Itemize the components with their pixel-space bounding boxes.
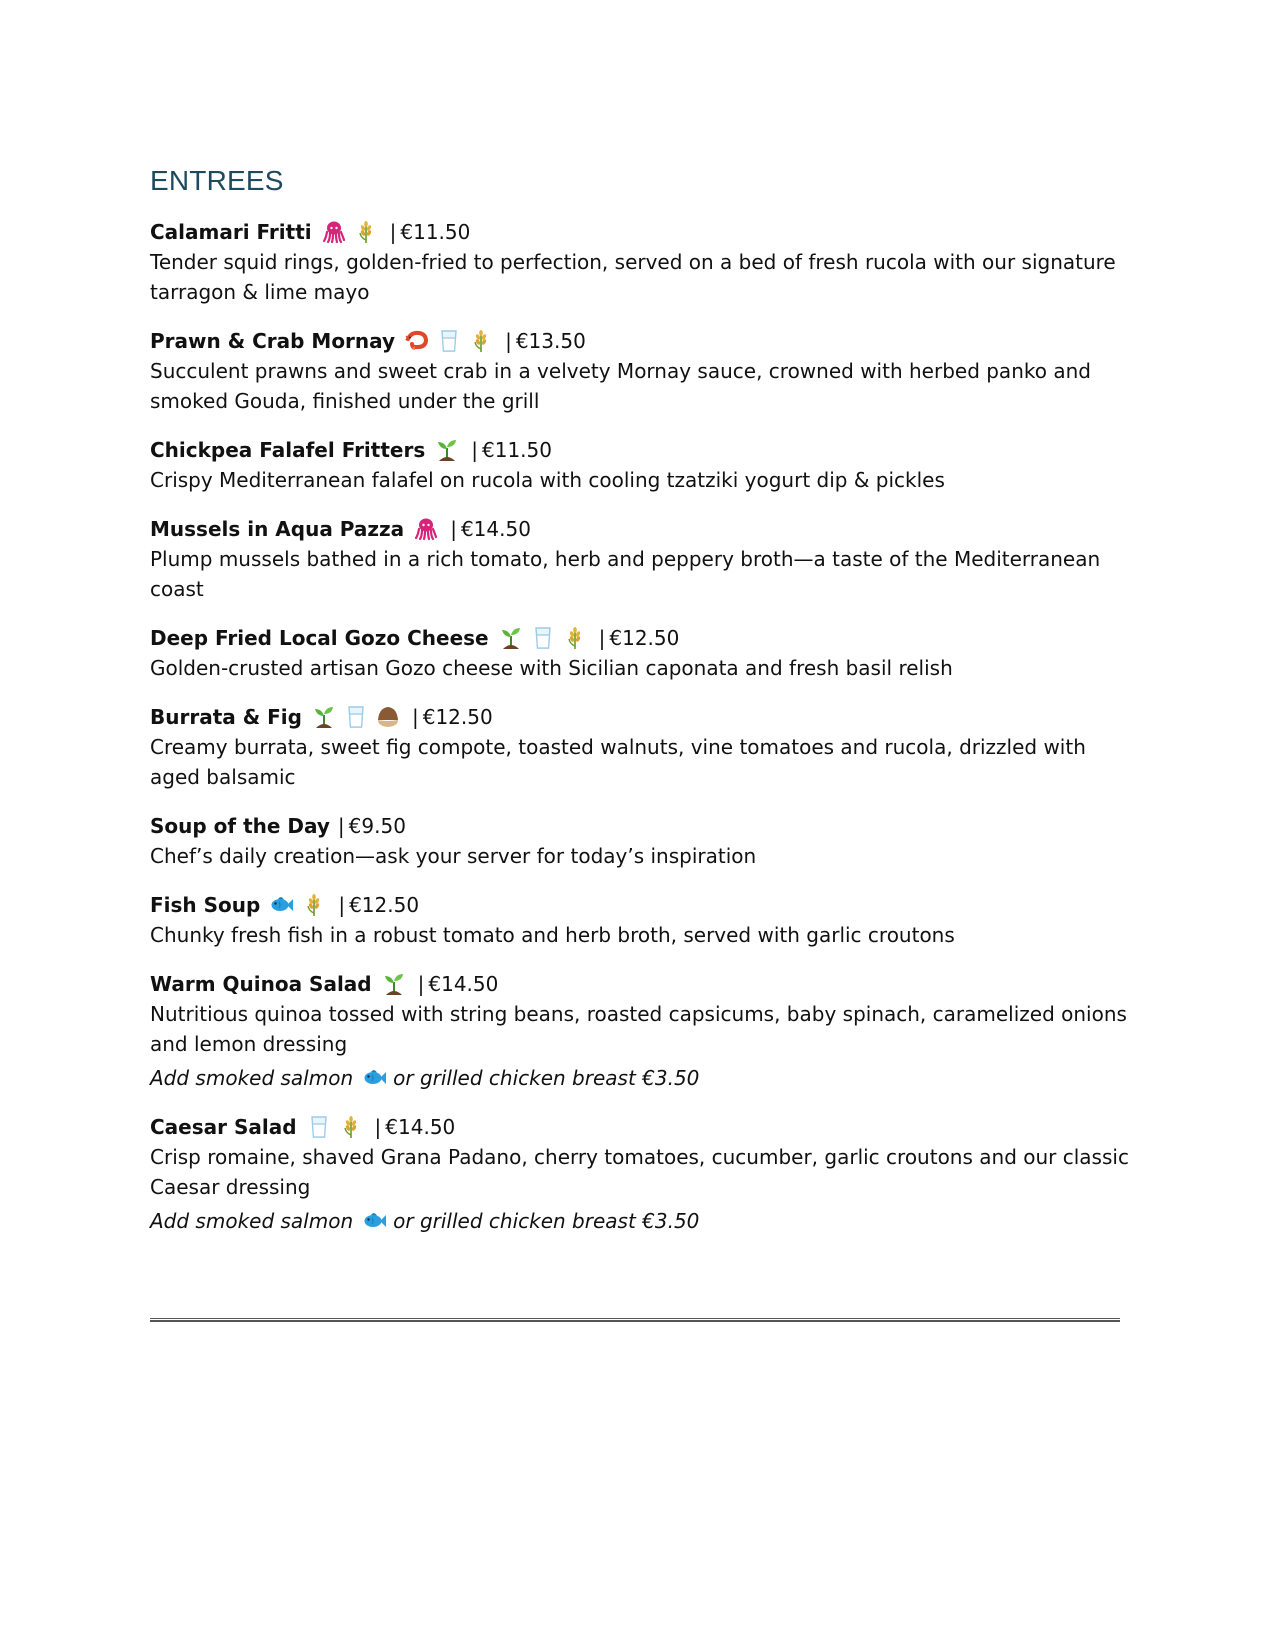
menu-item-name: Chickpea Falafel Fritters xyxy=(150,438,426,462)
menu-item-name: Caesar Salad xyxy=(150,1115,297,1139)
menu-item-header xyxy=(150,217,1130,247)
section-title: ENTREES xyxy=(150,165,284,196)
menu-item-header xyxy=(150,811,1130,841)
menu-page xyxy=(150,165,1130,1255)
allergen-icons xyxy=(270,893,334,917)
milk-glass-icon xyxy=(437,329,461,353)
menu-item-name: Warm Quinoa Salad xyxy=(150,972,372,996)
squid-icon xyxy=(414,517,438,541)
menu-item-name: Fish Soup xyxy=(150,893,261,917)
menu-item xyxy=(150,435,1130,495)
addon-text-after: or grilled chicken breast €3.50 xyxy=(393,1066,700,1090)
menu-item xyxy=(150,890,1130,950)
addon-text-before: Add smoked salmon xyxy=(150,1066,354,1090)
fish-icon xyxy=(363,1066,387,1090)
menu-item-header xyxy=(150,435,1130,465)
menu-item-description: Chef’s daily creation—ask your server for today’s inspiration xyxy=(150,844,757,868)
price-separator: | xyxy=(338,893,346,917)
menu-item-description: Nutritious quinoa tossed with string beans, roasted capsicums, baby spinach, caramelized onions and lemon dressing xyxy=(150,1002,1127,1056)
milk-glass-icon xyxy=(344,705,368,729)
menu-item-header xyxy=(150,890,1130,920)
allergen-icons xyxy=(322,220,386,244)
menu-item-price-group xyxy=(390,217,471,247)
menu-item-header xyxy=(150,969,1130,999)
divider-line xyxy=(150,1318,1120,1322)
price-separator: | xyxy=(450,517,457,541)
menu-item xyxy=(150,1112,1130,1236)
menu-item xyxy=(150,326,1130,416)
wheat-icon xyxy=(339,1115,363,1139)
menu-item-header xyxy=(150,1112,1130,1142)
menu-item-price: €13.50 xyxy=(515,329,586,353)
menu-item-price-group xyxy=(450,514,531,544)
menu-item xyxy=(150,811,1130,871)
allergen-icons xyxy=(405,329,501,353)
menu-item-price: €12.50 xyxy=(609,626,680,650)
squid-icon xyxy=(322,220,346,244)
milk-glass-icon xyxy=(307,1115,331,1139)
seedling-icon xyxy=(312,705,336,729)
allergen-icons xyxy=(499,626,595,650)
menu-item-name: Burrata & Fig xyxy=(150,705,302,729)
menu-item-addon xyxy=(150,1206,1130,1236)
allergen-icons xyxy=(414,517,446,541)
menu-item xyxy=(150,514,1130,604)
menu-item-price-group xyxy=(471,435,552,465)
menu-item-header xyxy=(150,326,1130,356)
menu-item-description: Crispy Mediterranean falafel on rucola with cooling tzatziki yogurt dip & pickles xyxy=(150,468,945,492)
price-separator: | xyxy=(417,972,425,996)
menu-item-header xyxy=(150,514,1130,544)
addon-text-before: Add smoked salmon xyxy=(150,1209,354,1233)
menu-item-price-group xyxy=(375,1112,456,1142)
seedling-icon xyxy=(435,438,459,462)
menu-item-name: Prawn & Crab Mornay xyxy=(150,329,396,353)
menu-item-description: Golden-crusted artisan Gozo cheese with Sicilian caponata and fresh basil relish xyxy=(150,656,953,680)
menu-item xyxy=(150,969,1130,1093)
menu-item-price: €9.50 xyxy=(348,814,406,838)
price-separator: | xyxy=(337,814,345,838)
price-separator: | xyxy=(505,329,512,353)
price-separator: | xyxy=(389,220,397,244)
menu-item-addon xyxy=(150,1063,1130,1093)
allergen-icons xyxy=(435,438,467,462)
menu-item-price: €14.50 xyxy=(460,517,531,541)
menu-item xyxy=(150,623,1130,683)
fish-icon xyxy=(270,893,294,917)
wheat-icon xyxy=(302,893,326,917)
menu-items-list xyxy=(150,217,1130,1236)
allergen-icons xyxy=(382,972,414,996)
shrimp-icon xyxy=(405,329,429,353)
menu-item-price-group xyxy=(418,969,499,999)
menu-item-price: €11.50 xyxy=(400,220,471,244)
menu-item-header xyxy=(150,623,1130,653)
menu-item-price: €11.50 xyxy=(482,438,552,462)
wheat-icon xyxy=(354,220,378,244)
wheat-icon xyxy=(469,329,493,353)
menu-item-header xyxy=(150,702,1130,732)
seedling-icon xyxy=(382,972,406,996)
menu-item-description: Plump mussels bathed in a rich tomato, herb and peppery broth—a taste of the Mediterranean coast xyxy=(150,547,1101,601)
menu-item xyxy=(150,217,1130,307)
menu-item-description: Succulent prawns and sweet crab in a velvety Mornay sauce, crowned with herbed panko and smoked Gouda, finished under the grill xyxy=(150,359,1091,413)
chestnut-icon xyxy=(376,705,400,729)
menu-item-name: Soup of the Day xyxy=(150,814,330,838)
menu-item-description: Tender squid rings, golden-fried to perfection, served on a bed of fresh rucola with our signature tarragon & lime mayo xyxy=(150,250,1116,304)
menu-item-price-group xyxy=(599,623,680,653)
addon-text-after: or grilled chicken breast €3.50 xyxy=(393,1209,700,1233)
price-separator: | xyxy=(411,705,419,729)
menu-item-price-group xyxy=(338,890,419,920)
wheat-icon xyxy=(563,626,587,650)
menu-item-description: Crisp romaine, shaved Grana Padano, cherry tomatoes, cucumber, garlic croutons and our classic Caesar dressing xyxy=(150,1145,1129,1199)
seedling-icon xyxy=(499,626,523,650)
menu-item-price: €14.50 xyxy=(428,972,499,996)
price-separator: | xyxy=(598,626,606,650)
menu-item-name: Calamari Fritti xyxy=(150,220,312,244)
menu-item-price: €12.50 xyxy=(422,705,493,729)
milk-glass-icon xyxy=(531,626,555,650)
allergen-icons xyxy=(312,705,408,729)
menu-item-description: Creamy burrata, sweet fig compote, toasted walnuts, vine tomatoes and rucola, drizzled with aged balsamic xyxy=(150,735,1086,789)
price-separator: | xyxy=(374,1115,382,1139)
menu-item-price: €14.50 xyxy=(385,1115,456,1139)
menu-item-name: Deep Fried Local Gozo Cheese xyxy=(150,626,489,650)
menu-item-price: €12.50 xyxy=(349,893,420,917)
menu-item-name: Mussels in Aqua Pazza xyxy=(150,517,405,541)
fish-icon xyxy=(363,1209,387,1233)
price-separator: | xyxy=(471,438,478,462)
menu-item-price-group xyxy=(412,702,493,732)
menu-item-price-group xyxy=(338,811,406,841)
menu-item xyxy=(150,702,1130,792)
allergen-icons xyxy=(307,1115,371,1139)
menu-item-price-group xyxy=(505,326,586,356)
menu-item-description: Chunky fresh fish in a robust tomato and herb broth, served with garlic croutons xyxy=(150,923,955,947)
